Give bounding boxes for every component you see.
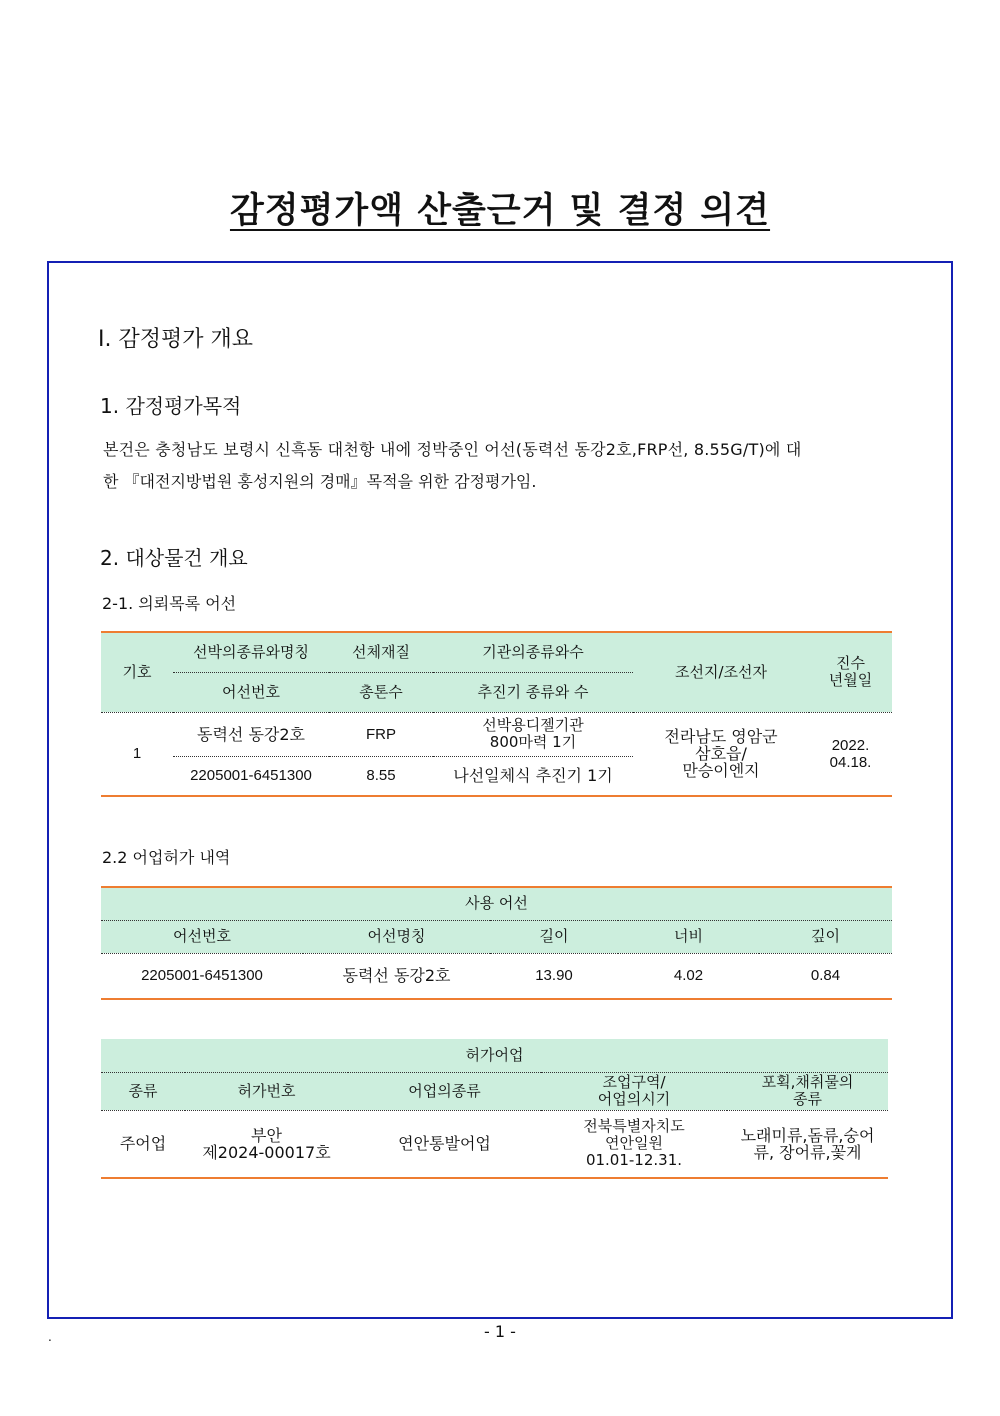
row-propeller: 나선일체식 추진기 1기 [433,756,633,796]
subheading-vessel-list: 2-1. 의뢰목록 어선 [102,594,237,613]
header-builder: 조선지/조선자 [633,632,809,712]
row-no: 1 [101,712,173,796]
vessel-list-table [101,631,892,797]
purpose-paragraph [103,434,903,498]
header-no: 기호 [101,632,173,712]
header-permitted-fishery: 허가어업 [101,1039,888,1072]
header-tonnage: 총톤수 [329,672,433,712]
header-catch-type: 포획,채취물의 종류 [727,1072,888,1110]
header-propeller: 추진기 종류와 수 [433,672,633,712]
header-fishery-type: 어업의종류 [348,1072,541,1110]
footer-mark: . [48,1330,52,1344]
row-builder: 전라남도 영암군 삼호읍/ 만승이엔지 [633,712,809,796]
row-vessel-no: 2205001-6451300 [141,967,263,985]
row-vessel-no: 2205001-6451300 [173,756,329,796]
row-material: FRP [329,712,433,756]
header-type-name: 선박의종류와명칭 [173,632,329,672]
row-engine: 선박용디젤기관 800마력 1기 [433,712,633,756]
row-vessel-name: 동력선 동강2호 [173,712,329,756]
header-permit-no: 허가번호 [185,1072,348,1110]
row-tonnage: 8.55 [329,756,433,796]
header-material: 선체재질 [329,632,433,672]
header-length: 길이 [490,920,618,953]
row-launch-date: 2022. 04.18. [809,712,892,796]
page-title: 감정평가액 산출근거 및 결정 의견 [229,191,771,231]
row-fishery-type: 연안통발어업 [398,1134,491,1154]
row-permit-no: 부안 제2024-00017호 [202,1125,331,1162]
row-width: 4.02 [673,967,704,985]
header-used-vessel: 사용 어선 [101,887,892,920]
row-catch-type: 노래미류,돔류,숭어 류, 장어류,꽃게 [740,1125,875,1162]
purpose-line-2: 한 『대전지방법원 홍성지원의 경매』목적을 위한 감정평가임. [103,472,537,491]
vessel-dimensions-table [101,886,892,1000]
header-vessel-no: 어선번호 [173,672,329,712]
subheading-fishing-permit: 2.2 어업허가 내역 [102,848,231,867]
header-kind: 종류 [101,1072,185,1110]
purpose-heading: 1. 감정평가목적 [100,394,242,418]
header-launch-date: 진수 년월일 [809,632,892,712]
overview-heading: 2. 대상물건 개요 [100,546,248,570]
header-vessel-no: 어선번호 [101,920,303,953]
header-width: 너비 [618,920,759,953]
row-vessel-name: 동력선 동강2호 [342,966,451,986]
header-zone-period: 조업구역/ 어업의시기 [541,1072,727,1110]
row-length: 13.90 [535,967,573,985]
header-depth: 깊이 [759,920,892,953]
row-zone-period: 전북특별자치도 연안일원 01.01-12.31. [583,1117,685,1170]
permit-table [101,1039,888,1179]
section-heading: Ⅰ. 감정평가 개요 [98,327,253,352]
row-kind: 주어업 [119,1134,167,1154]
row-depth: 0.84 [810,967,841,985]
page-number: - 1 - [484,1322,516,1341]
header-engine: 기관의종류와수 [433,632,633,672]
purpose-line-1: 본건은 충청남도 보령시 신흑동 대천항 내에 정박중인 어선(동력선 동강2호,FRP선, 8.55G/T)에 대 [103,440,802,459]
header-vessel-name: 어선명칭 [303,920,490,953]
